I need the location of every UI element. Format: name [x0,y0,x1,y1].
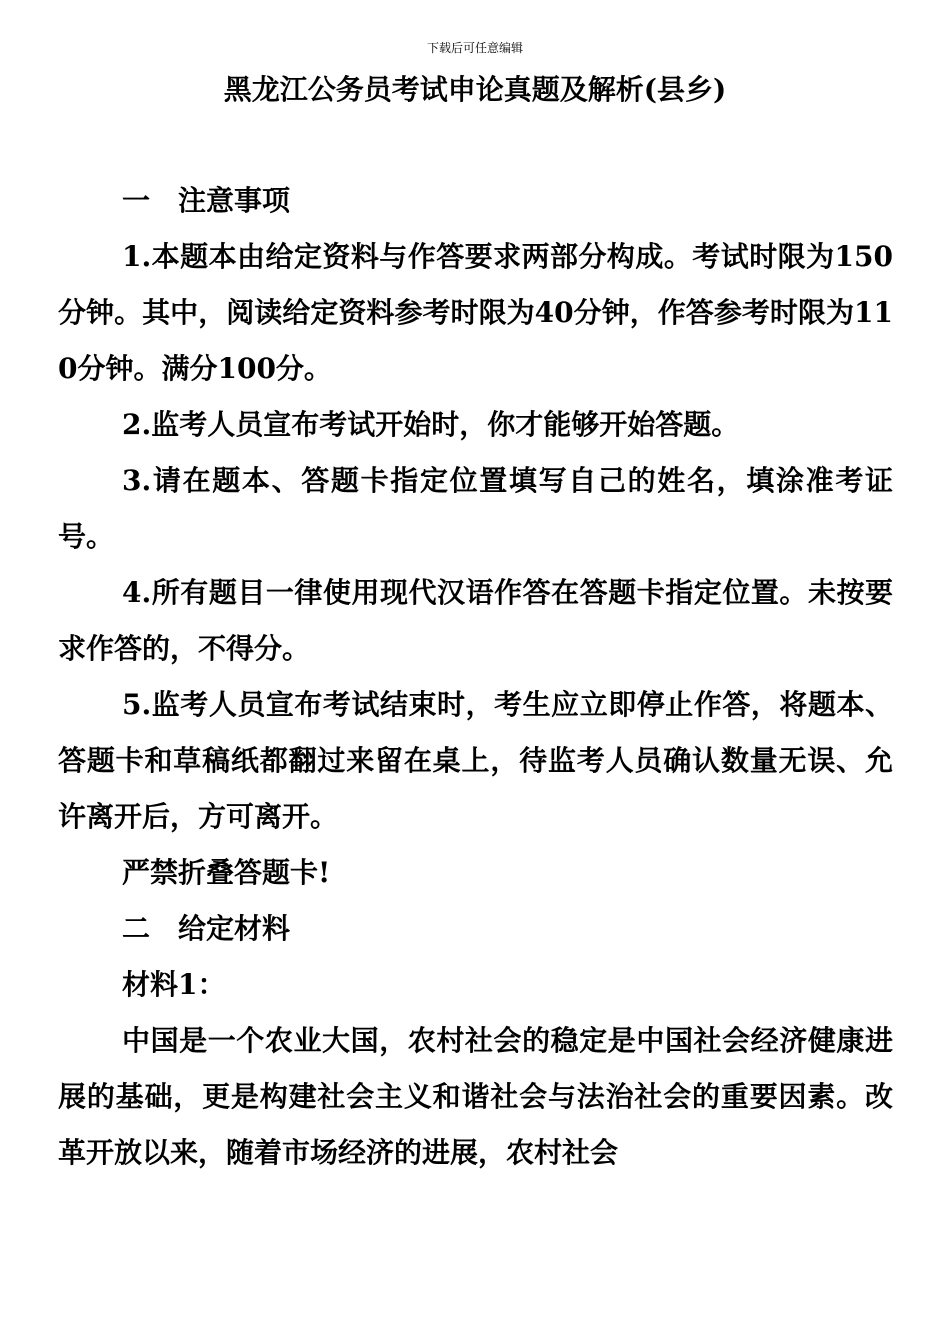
notice-heading: 一 注意事项 [122,184,291,217]
notice-item-1: 1.本题本由给定资料与作答要求两部分构成。考试时限为150分钟。其中，阅读给定资料参考时限为40分钟，作答参考时限为110分钟。满分100分。 [58,240,893,385]
notice-item-3: 3.请在题本、答题卡指定位置填写自己的姓名，填涂准考证号。 [58,464,893,553]
material-1-label: 材料1： [122,968,226,1001]
material-1-text: 中国是一个农业大国，农村社会的稳定是中国社会经济健康进展的基础，更是构建社会主义和谐社会与法治社会的重要因素。改革开放以来，随着市场经济的进展，农村社会 [58,1024,893,1169]
notice-item-4: 4.所有题目一律使用现代汉语作答在答题卡指定位置。未按要求作答的，不得分。 [58,576,893,665]
document-body [58,173,893,1181]
notice-item-2: 2.监考人员宣布考试开始时，你才能够开始答题。 [122,408,740,441]
header-note: 下载后可任意编辑 [426,41,523,55]
notice-item-5: 5.监考人员宣布考试结束时，考生应立即停止作答，将题本、答题卡和草稿纸都翻过来留在桌上，待监考人员确认数量无误、允许离开后，方可离开。 [58,688,893,833]
warning-text: 严禁折叠答题卡! [122,856,331,889]
materials-heading: 二 给定材料 [122,912,291,945]
document-title: 黑龙江公务员考试申论真题及解析(县乡) [223,73,727,106]
